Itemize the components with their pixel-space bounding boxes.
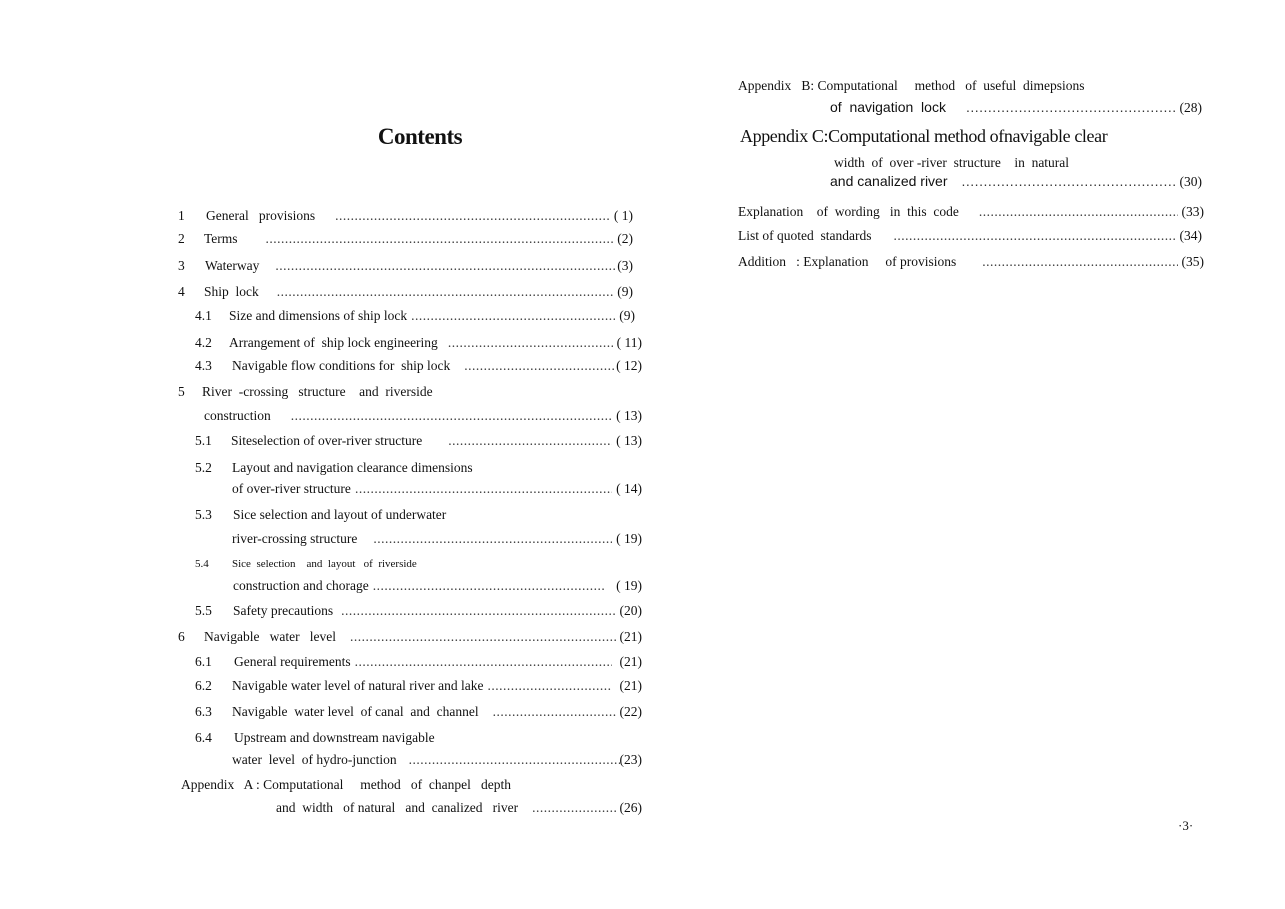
dot-leader — [355, 654, 612, 670]
toc-entry-number: 4.3 — [195, 358, 212, 373]
toc-entry-page: (26) — [619, 800, 642, 815]
toc-entry-page: ( 13) — [616, 408, 642, 423]
toc-entry-number: 5 — [178, 384, 185, 399]
page-number: ·3· — [1178, 818, 1194, 833]
toc-entry-5[interactable] — [178, 384, 433, 400]
toc-entry-number: 6 — [178, 629, 185, 644]
toc-entry-page: (22) — [619, 704, 642, 719]
toc-appendix-b-cont[interactable] — [830, 99, 1202, 116]
toc-entry-title: Navigable water level — [204, 629, 336, 644]
dot-leader — [493, 704, 616, 720]
toc-entry-title: width of over -river structure in natural — [834, 155, 1070, 170]
toc-entry-title: construction and chorage — [233, 578, 369, 593]
toc-entry-title: Appendix B: Computational method of useful dimepsions — [738, 78, 1085, 93]
toc-entry-5-4-cont[interactable] — [233, 578, 642, 594]
toc-entry-title: Sice selection and layout of riverside — [232, 558, 417, 570]
toc-entry-page: (9) — [619, 308, 635, 323]
dot-leader — [488, 678, 612, 694]
toc-entry-page: (35) — [1181, 254, 1204, 269]
toc-entry-title: Appendix C:Computational method ofnavigable clear — [740, 126, 1108, 146]
toc-appendix-a-cont[interactable] — [276, 800, 642, 816]
toc-entry-page: (3) — [617, 258, 633, 273]
toc-entry-page: ( 13) — [616, 433, 642, 448]
toc-entry-page: ( 1) — [613, 208, 633, 223]
dot-leader — [291, 408, 612, 424]
dot-leader — [341, 603, 615, 619]
toc-entry-5-3[interactable] — [195, 507, 446, 523]
toc-entry-3[interactable] — [178, 258, 633, 274]
dot-leader — [335, 208, 610, 224]
toc-entry-title: General requirements — [234, 654, 351, 669]
toc-entry-page: (33) — [1181, 204, 1204, 219]
toc-entry-title: Siteselection of over-river structure — [231, 433, 423, 448]
dot-leader — [982, 254, 1177, 270]
toc-entry-number: 5.1 — [195, 433, 212, 448]
toc-entry-title: Appendix A : Computational method of chanpel depth — [181, 777, 511, 792]
dot-leader — [962, 173, 1176, 189]
toc-entry-title: of over-river structure — [232, 481, 351, 496]
toc-entry-title: of navigation lock — [830, 99, 946, 115]
toc-entry-page: (21) — [619, 629, 642, 644]
toc-entry-6-3[interactable] — [195, 704, 642, 720]
toc-entry-title: Ship lock — [204, 284, 259, 299]
dot-leader — [532, 800, 615, 816]
toc-entry-page: (28) — [1179, 100, 1202, 115]
toc-entry-number: 5.4 — [195, 558, 209, 570]
toc-entry-title: Safety precautions — [233, 603, 334, 618]
toc-entry-title: River -crossing structure and riverside — [202, 384, 433, 399]
dot-leader — [275, 258, 617, 274]
toc-entry-4[interactable] — [178, 284, 633, 300]
toc-entry-title: Waterway — [205, 258, 260, 273]
toc-entry-title: Size and dimensions of ship lock — [229, 308, 408, 323]
dot-leader — [979, 204, 1178, 220]
toc-entry-page: (20) — [619, 603, 642, 618]
toc-entry-title: Terms — [204, 231, 238, 246]
toc-entry-title: construction — [204, 408, 271, 423]
toc-explanation-wording[interactable] — [738, 204, 1204, 220]
dot-leader — [409, 752, 620, 768]
toc-entry-5-5[interactable] — [195, 603, 642, 619]
toc-entry-title: river-crossing structure — [232, 531, 358, 546]
toc-entry-title: Sice selection and layout of underwater — [233, 507, 447, 522]
toc-entry-title: Navigable water level of natural river and lake — [232, 678, 484, 693]
dot-leader — [411, 308, 615, 324]
dot-leader — [373, 531, 612, 547]
toc-entry-title: General provisions — [206, 208, 316, 223]
toc-entry-title: List of quoted standards — [738, 228, 872, 243]
toc-entry-5-1[interactable] — [195, 433, 642, 449]
toc-entry-title: Addition : Explanation of provisions — [738, 254, 957, 269]
toc-entry-4-3[interactable] — [195, 358, 642, 374]
toc-entry-page: ( 11) — [616, 335, 642, 350]
toc-quoted-standards[interactable] — [738, 228, 1202, 244]
dot-leader — [373, 578, 606, 594]
toc-entry-number: 6.4 — [195, 730, 212, 745]
toc-entry-6[interactable] — [178, 629, 642, 645]
toc-entry-title: Layout and navigation clearance dimensions — [232, 460, 473, 475]
toc-entry-title: Upstream and downstream navigable — [234, 730, 435, 745]
toc-appendix-b[interactable] — [738, 78, 1084, 94]
toc-entry-number: 5.2 — [195, 460, 212, 475]
dot-leader — [266, 231, 614, 247]
toc-entry-number: 1 — [178, 208, 185, 223]
toc-entry-5-2[interactable] — [195, 460, 473, 476]
toc-entry-page: (21) — [619, 678, 642, 693]
toc-entry-6-2[interactable] — [195, 678, 642, 694]
dot-leader — [350, 629, 616, 645]
toc-entry-number: 4 — [178, 284, 185, 299]
toc-entry-title: and canalized river — [830, 173, 948, 189]
toc-entry-6-1[interactable] — [195, 654, 642, 670]
toc-appendix-c[interactable] — [740, 126, 1107, 147]
toc-entry-6-4-cont[interactable] — [232, 752, 642, 768]
toc-appendix-a[interactable] — [181, 777, 511, 793]
toc-entry-page: ( 14) — [616, 481, 642, 496]
toc-entry-5-4[interactable] — [195, 558, 417, 570]
toc-entry-1[interactable] — [178, 208, 633, 224]
toc-entry-page: ( 19) — [616, 531, 642, 546]
toc-appendix-c-cont[interactable] — [830, 173, 1202, 190]
toc-entry-number: 4.1 — [195, 308, 212, 323]
toc-entry-title: Explanation of wording in this code — [738, 204, 959, 219]
dot-leader — [464, 358, 616, 374]
toc-entry-page: ( 12) — [616, 358, 642, 373]
toc-entry-number: 6.3 — [195, 704, 212, 719]
toc-entry-number: 5.5 — [195, 603, 212, 618]
toc-entry-number: 5.3 — [195, 507, 212, 522]
toc-entry-5-cont[interactable] — [204, 408, 642, 424]
dot-leader — [448, 335, 613, 351]
toc-addition-explanation[interactable] — [738, 254, 1204, 270]
toc-entry-page: (30) — [1179, 174, 1202, 189]
toc-entry-title: water level of hydro-junction — [232, 752, 397, 767]
toc-entry-number: 6.2 — [195, 678, 212, 693]
toc-entry-number: 4.2 — [195, 335, 212, 350]
toc-entry-number: 2 — [178, 231, 185, 246]
toc-entry-4-1[interactable] — [195, 308, 635, 324]
toc-entry-page: (21) — [619, 654, 642, 669]
dot-leader — [893, 228, 1175, 244]
toc-entry-page: (23) — [619, 752, 642, 767]
dot-leader — [966, 99, 1176, 115]
toc-entry-5-3-cont[interactable] — [232, 531, 642, 547]
toc-entry-page: ( 19) — [616, 578, 642, 593]
toc-appendix-c-line2[interactable] — [834, 155, 1069, 171]
toc-entry-2[interactable] — [178, 231, 633, 247]
toc-entry-page: (2) — [617, 231, 633, 246]
toc-entry-5-2-cont[interactable] — [232, 481, 642, 497]
toc-entry-number: 6.1 — [195, 654, 212, 669]
toc-entry-title: Navigable flow conditions for ship lock — [232, 358, 451, 373]
toc-entry-title: Navigable water level of canal and channel — [232, 704, 479, 719]
dot-leader — [448, 433, 612, 449]
toc-entry-page: (9) — [617, 284, 633, 299]
toc-entry-title: Arrangement of ship lock engineering — [229, 335, 438, 350]
toc-entry-number: 3 — [178, 258, 185, 273]
dot-leader — [355, 481, 612, 497]
toc-entry-title: and width of natural and canalized river — [276, 800, 519, 815]
page-title: Contents — [377, 124, 463, 149]
dot-leader — [277, 284, 613, 300]
toc-entry-6-4[interactable] — [195, 730, 435, 746]
toc-entry-page: (34) — [1179, 228, 1202, 243]
toc-entry-4-2[interactable] — [195, 335, 642, 351]
